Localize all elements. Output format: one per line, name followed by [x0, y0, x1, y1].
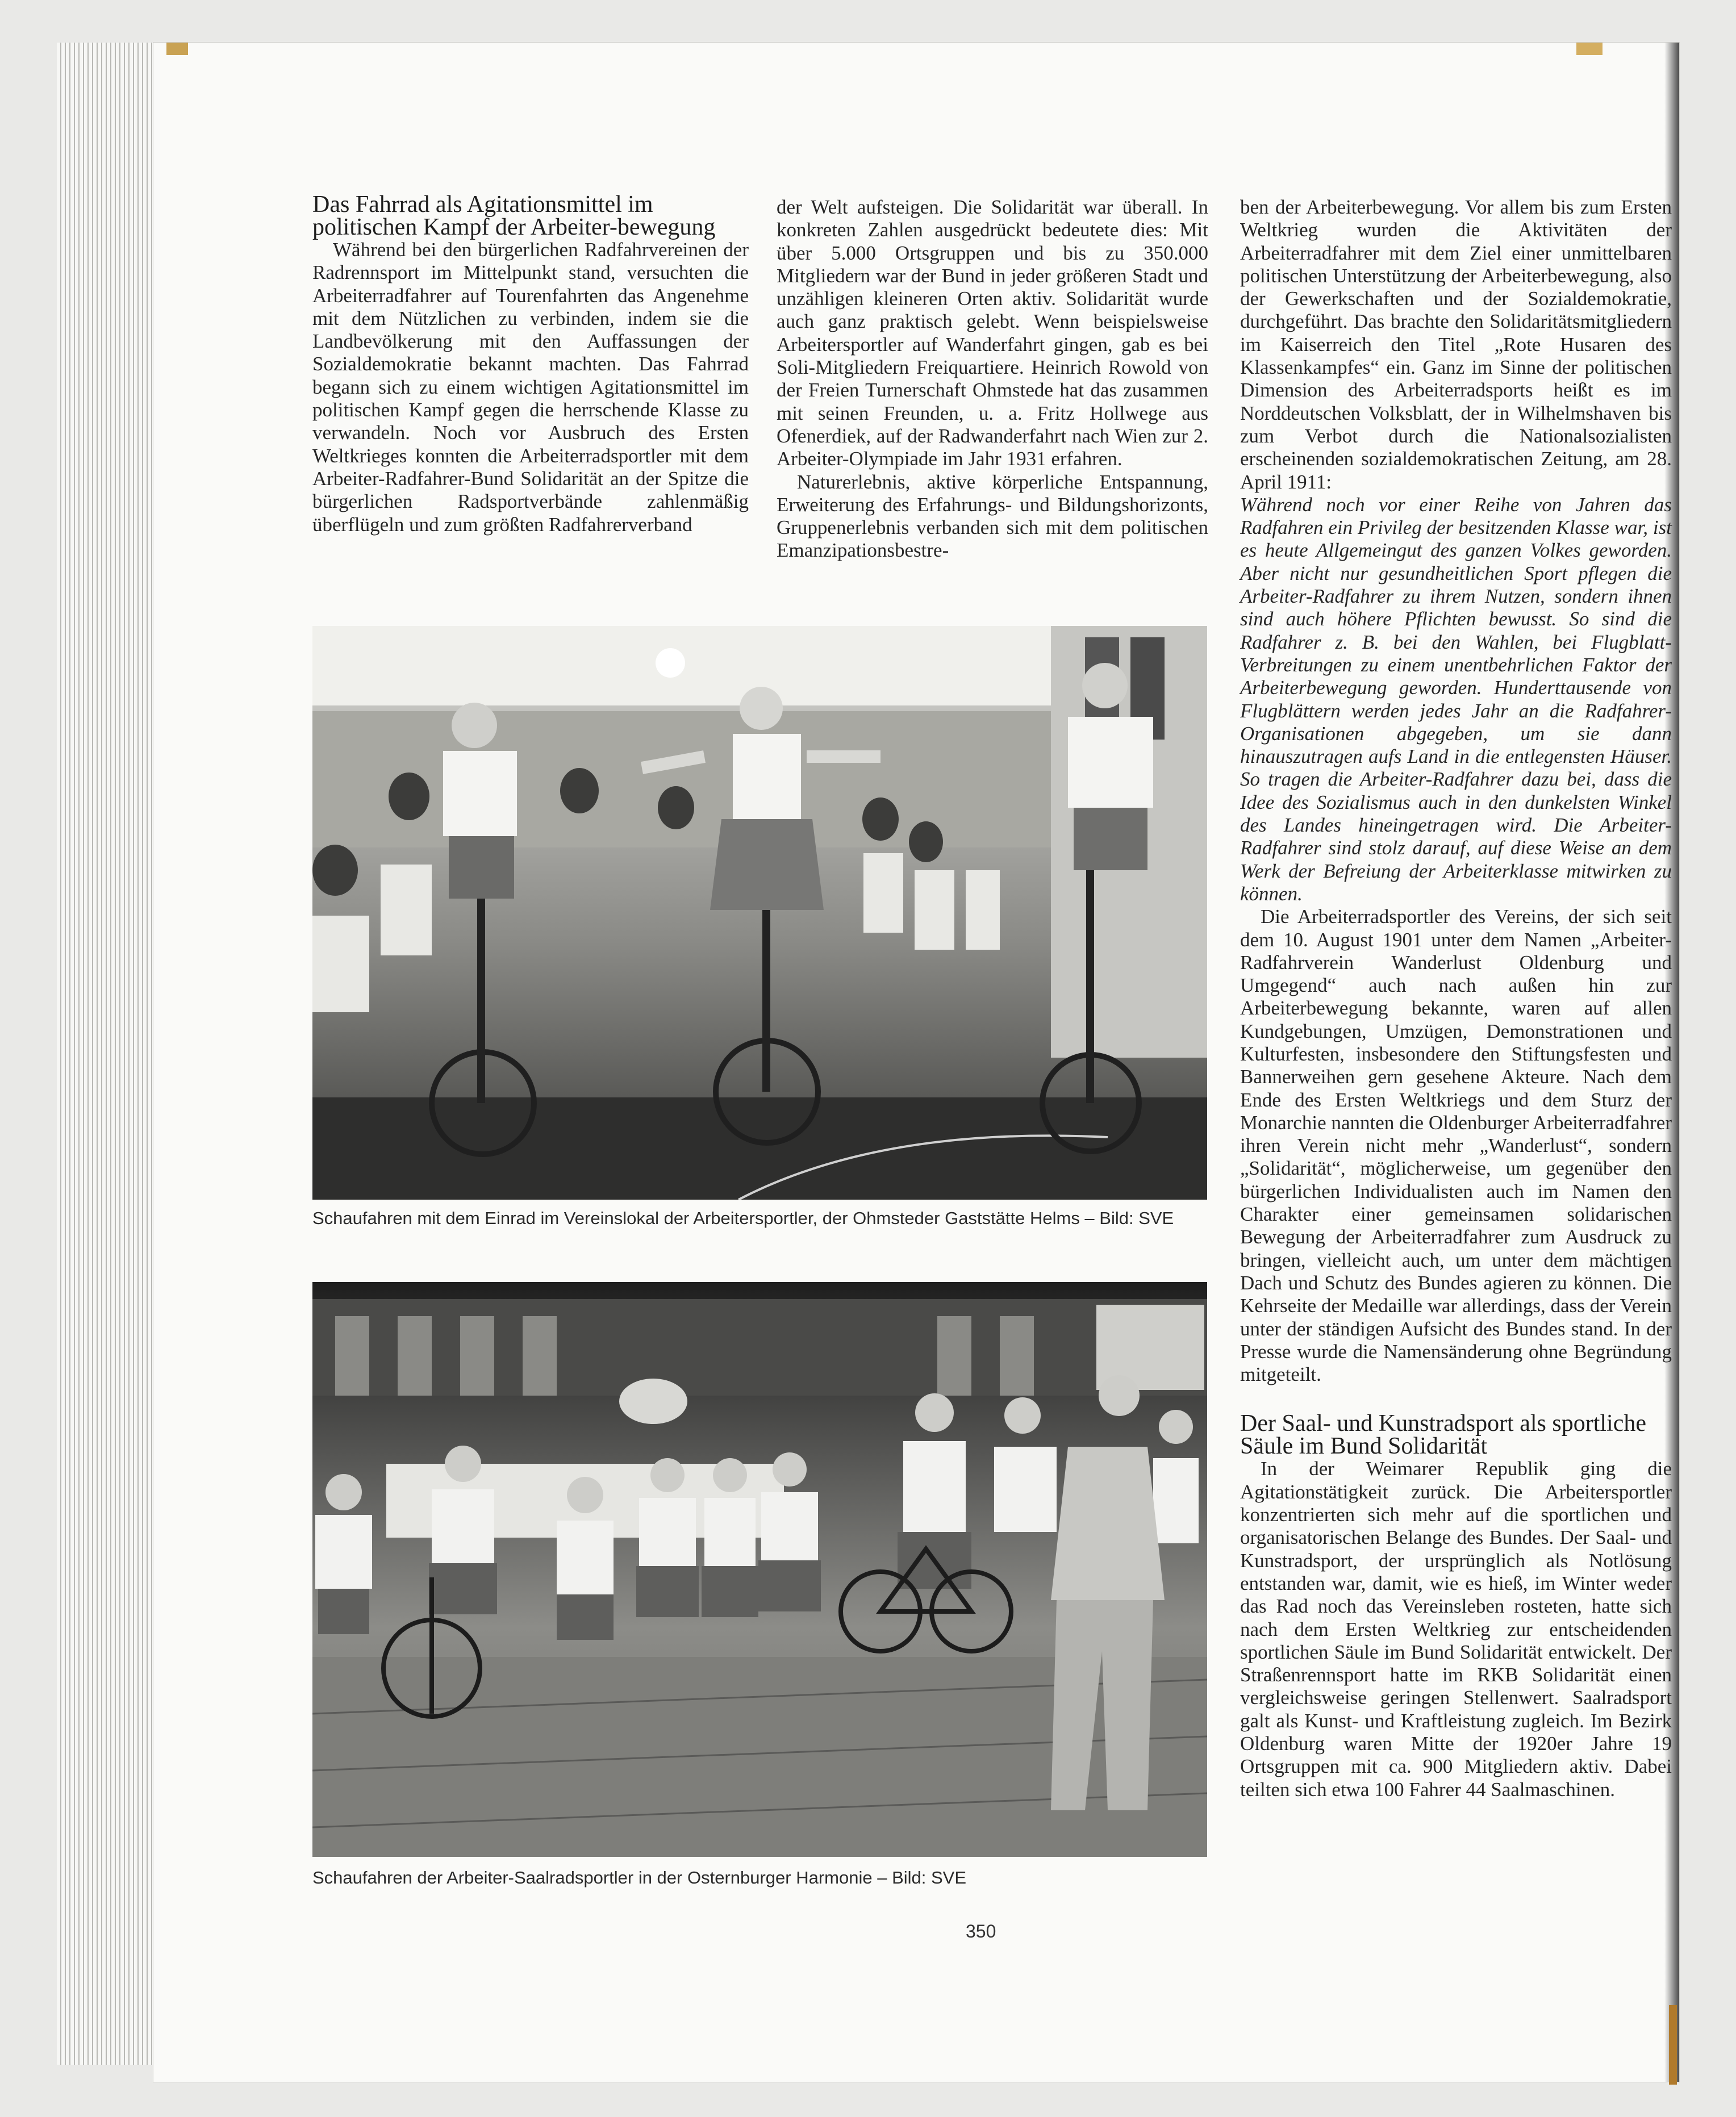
- quotation: Während noch vor einer Reihe von Jahren das Radfahren ein Privileg der besitzenden Klasse war, ist es heute Allgemeingut des ganzen Volkes geworden. Aber nicht nur gesundheitlichen Sport pflegen die Arbeiter-Radfahrer zu ihrem Nutzen, sondern ihnen sind auch höhere Pflichten bewusst. So sind die Radfahrer z. B. bei den Wahlen, bei Flugblatt-Verbreitungen zu einem unentbehrlichen Faktor der Arbeiterbewegung geworden. Hunderttausende von Flugblättern werden jedes Jahr an die Radfahrer-Organisationen abgegeben, um sie dann hinauszutragen aufs Land in die entlegensten Häuser. So tragen die Arbeiter-Radfahrer dazu bei, dass die Idee des Sozialismus auch in den dunkelsten Winkel des Landes hineingetragen wird. Die Arbeiter-Radfahrer sind stolz darauf, auf diese Weise an dem Werk der Befreiung der Arbeiterklasse mitwirken zu können.: [1240, 493, 1672, 905]
- paragraph: der Welt aufsteigen. Die Solidarität war überall. In konkreten Zahlen ausgedrückt bedeutete dies: Mit über 5.000 Ortsgruppen und bis zu 350.000 Mitgliedern war der Bund in jeder größeren Stadt und unzähligen kleineren Orten aktiv. Solidarität wurde auch ganz praktisch gelebt. Wenn beispielsweise Arbeitersportler auf Wanderfahrt gingen, gab es bei Soli-Mitgliedern Freiquartiere. Heinrich Rowold von der Freien Turnerschaft Ohmstede hat das zusammen mit seinen Freunden, u. a. Fritz Hollwege aus Ofenerdiek, auf der Radwanderfahrt nach Wien zur 2. Arbeiter-Olympiade im Jahr 1931 erfahren.: [777, 196, 1208, 470]
- paragraph: Die Arbeiterradsportler des Vereins, der sich seit dem 10. August 1901 unter dem Namen „Arbeiter-Radfahrverein Wanderlust Oldenburg und Umgegend“ auch nach außen hin zur Arbeiterbewegung bekannte, waren auf allen Kundgebungen, Umzügen, Demonstrationen und Kulturfesten, insbesondere den Stiftungsfesten und Bannerweihen gern gesehene Akteure. Nach dem Ende des Ersten Weltkriegs und dem Sturz der Monarchie nannten die Oldenburger Arbeiterradfahrer ihren Verein nicht mehr „Wanderlust“, sondern „Solidarität“, möglicherweise, um gegenüber den bürgerlichen Individualisten auch im Namen den Charakter einer gemeinsamen solidarischen Bewegung der Arbeiterradfahrer zum Ausdruck zu bringen, vielleicht auch, um unter dem mächtigen Dach und Schutz des Bundes agieren zu können. Die Kehrseite der Medaille war allerdings, dass der Verein unter der ständigen Aufsicht des Bundes stand. In der Presse wurde die Namensänderung ohne Begründung mitgeteilt.: [1240, 905, 1672, 1386]
- bookmark-tab: [166, 43, 188, 55]
- text-column-3: [1240, 196, 1672, 1801]
- section-heading: Das Fahrrad als Agitationsmittel im politischen Kampf der Arbeiter-bewegung: [312, 191, 716, 240]
- photo-caption: Schaufahren mit dem Einrad im Vereinslokal der Arbeitersportler, der Ohmsteder Gaststätte Helms – Bild: SVE: [312, 1208, 1174, 1228]
- paragraph: Naturerlebnis, aktive körperliche Entspannung, Erweiterung des Erfahrungs- und Bildungshorizonts, Gruppenerlebnis verbanden sich mit dem politischen Emanzipationsbestre-: [777, 470, 1208, 562]
- paragraph: In der Weimarer Republik ging die Agitationstätigkeit zurück. Die Arbeitersportler konzentrierten sich mehr auf die sportlichen und organisatorischen Belange des Bundes. Der Saal- und Kunstradsport, der ursprünglich als Notlösung entstanden war, damit, wie es hieß, im Winter weder das Rad noch das Vereinsleben rosteten, hatte sich nach dem Ersten Weltkrieg zur entscheidenden sportlichen Säule im Bund Solidarität entwickelt. Der Straßenrennsport hatte im RKB Solidarität einen vergleichsweise geringen Stellenwert. Saalradsport galt als Kunst- und Kraftleistung zugleich. Im Bezirk Oldenburg waren Mitte der 1920er Jahre 19 Ortsgruppen mit ca. 900 Mitgliedern aktiv. Dabei teilten sich etwa 100 Fahrer 44 Saalmaschinen.: [1240, 1458, 1672, 1801]
- photo-unicycle-show: [312, 626, 1207, 1200]
- photo-caption: Schaufahren der Arbeiter-Saalradsportler in der Osternburger Harmonie – Bild: SVE: [312, 1868, 967, 1888]
- bookmark-tab: [1669, 2005, 1677, 2085]
- hall-cycling-photo-illustration: [312, 1282, 1207, 1857]
- section-heading: Der Saal- und Kunstradsport als sportliche Säule im Bund Solidarität: [1240, 1410, 1647, 1460]
- paragraph: Während bei den bürgerlichen Radfahrvereinen der Radrennsport im Mittelpunkt stand, versuchten die Arbeiterradfahrer auf Tourenfahrten das Angenehme mit dem Nützlichen zu verbinden, indem sie die Landbevölkerung mit den Auffassungen der Sozialdemokratie bekannt machten. Das Fahrrad begann sich zu einem wichtigen Agitationsmittel im politischen Kampf gegen die herrschende Klasse zu verwandeln. Noch vor Ausbruch des Ersten Weltkrieges konnten die Arbeiterradsportler mit dem Arbeiter-Radfahrer-Bund Solidarität an der Spitze die bürgerlichen Radsportverbände zahlenmäßig überflügeln und zum größten Radfahrerverband: [312, 239, 749, 536]
- bookmark-tab: [1576, 43, 1603, 55]
- paragraph: ben der Arbeiterbewegung. Vor allem bis zum Ersten Weltkrieg wurden die Aktivitäten der Arbeiterradfahrer mit dem Ziel einer unmittelbaren politischen Unterstützung der Arbeiterbewegung, also der Gewerkschaften und der Sozialdemokratie, durchgeführt. Das brachte den Solidaritätsmitgliedern im Kaiserreich den Titel „Rote Husaren des Klassenkampfes“ ein. Ganz im Sinne der politischen Dimension des Arbeiterradsports heißt es im Norddeutschen Volksblatt, der in Wilhelmshaven bis zum Verbot durch die Nationalsozialisten erscheinenden sozialdemokratischen Zeitung, am 28. April 1911:: [1240, 196, 1672, 493]
- unicycle-photo-illustration: [312, 626, 1207, 1200]
- text-column-2: [777, 196, 1208, 562]
- text-column-1: [312, 193, 749, 536]
- page-number: 350: [966, 1921, 996, 1941]
- photo-hall-cycling: [312, 1282, 1207, 1857]
